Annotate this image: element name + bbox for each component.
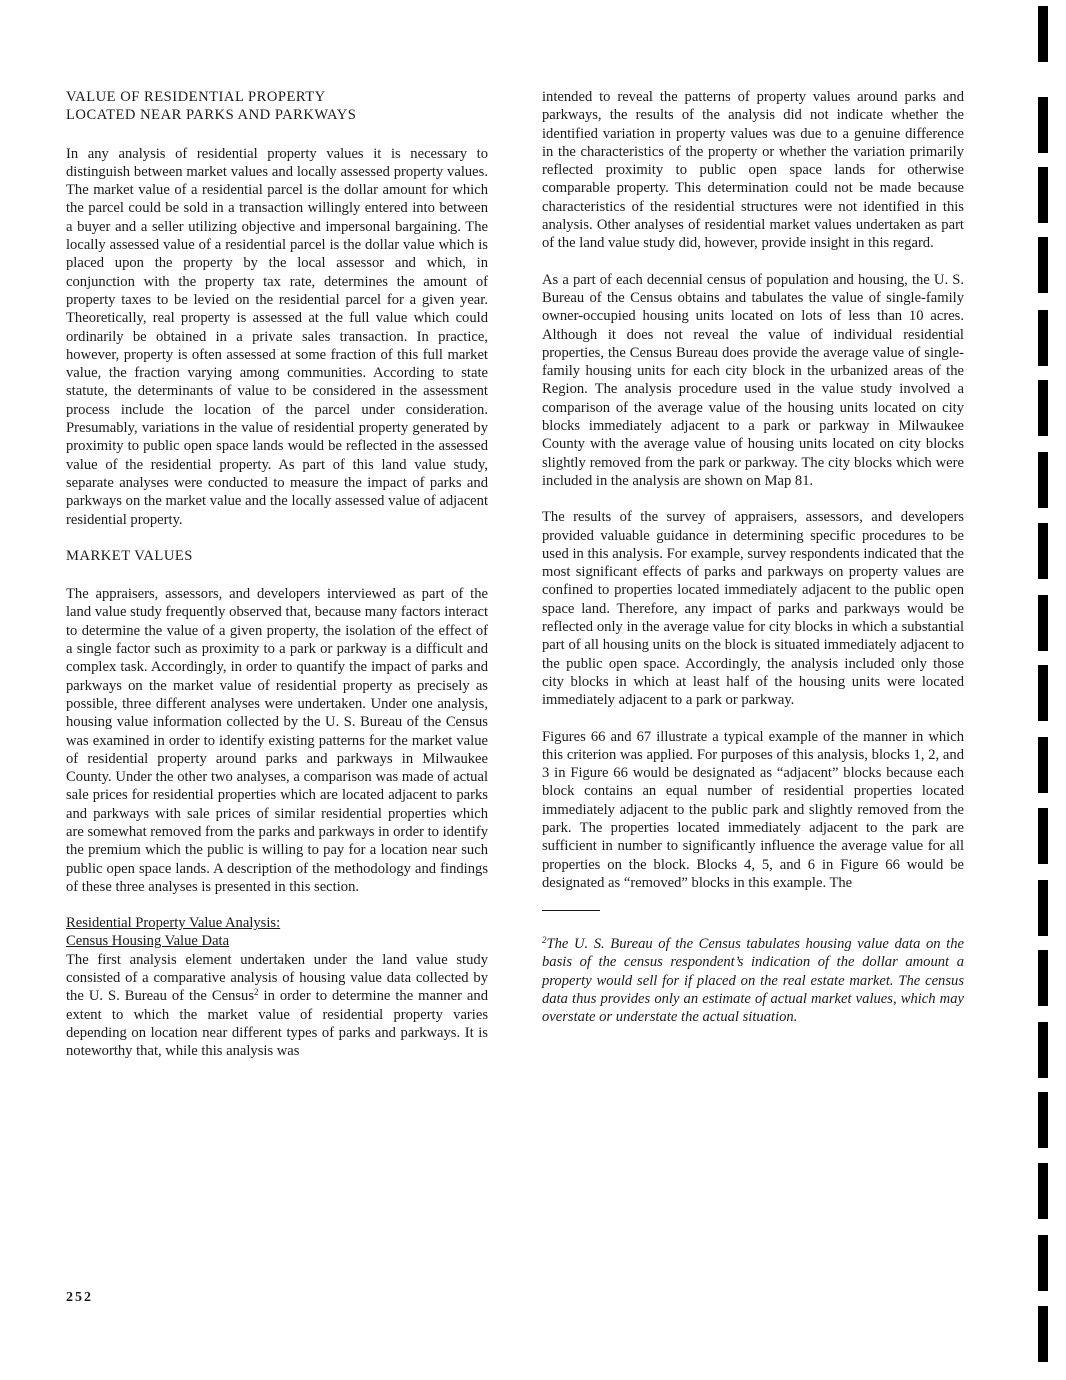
subsection-heading-line1: Residential Property Value Analysis: (66, 915, 281, 932)
census-analysis-paragraph (66, 951, 488, 1061)
timing-mark (1038, 1163, 1048, 1219)
decennial-census-paragraph: As a part of each decennial census of population and housing, the U. S. Bureau of the Census obtains and tabulates the value of single-family owner-occupied housing units located on lots of less than 10 acres. Although it does not reveal the value of individual residential properties, the Census Bureau does provide the average value of single-family housing units for each city block in the urbanized areas of the Region. The analysis procedure used in the value study involved a comparison of the average value of the housing units located on city blocks immediately adjacent to a park or parkway in Milwaukee County with the average value of housing units located on city blocks slightly removed from the park or parkway. The city blocks which were included in the analysis are shown on Map 81. (542, 271, 964, 489)
timing-mark (1038, 808, 1048, 864)
timing-mark (1038, 237, 1048, 293)
intro-paragraph: In any analysis of residential property values it is necessary to distinguish between market values and locally assessed property values. The market value of a residential parcel is the dollar amount for which the parcel could be sold in a transaction willingly entered into between a buyer and a seller utilizing objective and impersonal bargaining. The locally assessed value of a residential parcel is the dollar value which is placed upon the property by the local assessor and which, in conjunction with the property tax rate, determines the amount of property taxes to be levied on the residential parcel for a given year. Theoretically, real property is assessed at the full value which could ordinarily be obtained in a private sales transaction. In practice, however, property is often assessed at some fraction of this full market value, the fraction varying among communities. According to state statute, the determinants of value to be considered in the assessment process include the location of the parcel under consideration. Presumably, variations in the value of residential property generated by proximity to public open space lands would be reflected in the assessed value of the residential property. As part of this land value study, separate analyses were conducted to measure the impact of parks and parkways on the market value and the locally assessed value of adjacent residential property. (66, 145, 488, 528)
census-paragraph-text-1: The first analysis element undertaken under the land value study consisted of a comparative analysis of housing value data collected by the U. S. Bureau of the Census (66, 951, 488, 1005)
timing-mark (1038, 167, 1048, 223)
footnote-marker: 2 (542, 935, 547, 946)
timing-mark (1038, 595, 1048, 651)
figures-paragraph: Figures 66 and 67 illustrate a typical example of the manner in which this criterion was applied. For purposes of this analysis, blocks 1, 2, and 3 in Figure 66 would be designated as “adjacent” blocks because each block contains an equal number of residential properties located immediately adjacent to the public park and slightly removed from the park. The properties located immediately adjacent to the park are sufficient in number to significantly influence the average value for all properties on the block. Blocks 4, 5, and 6 in Figure 66 would be designated as “removed” blocks in this example. The (542, 728, 964, 891)
left-column (66, 88, 488, 1061)
timing-mark (1038, 1022, 1048, 1078)
right-column (542, 88, 964, 1045)
timing-mark (1038, 1235, 1048, 1291)
survey-results-paragraph: The results of the survey of appraisers, assessors, and developers provided valuable guidance in determining specific procedures to be used in this analysis. For example, survey respondents indicated that the most significant effects of parks and parkways on property values are confined to properties located immediately adjacent to the public open space land. Therefore, any impact of parks and parkways would be reflected only in the average value for city blocks in which a substantial part of all housing units on the block is situated immediately adjacent to the public open space. Accordingly, the analysis included only those city blocks in which at least half of the housing units were located immediately adjacent to a park or parkway. (542, 509, 964, 709)
page-number: 252 (66, 1290, 93, 1305)
section-heading (66, 88, 488, 125)
continued-paragraph: intended to reveal the patterns of property values around parks and parkways, the results of the analysis did not indicate whether the identified variation in property values was due to a genuine difference in the characteristics of the property or whether the variation primarily reflected proximity to public open space lands for otherwise comparable property. This determination could not be made because characteristics of the residential structures were not identified in this analysis. Other analyses of residential market values undertaken as part of the land value study did, however, provide insight in this regard. (542, 89, 964, 252)
market-values-heading: MARKET VALUES (66, 547, 193, 564)
timing-mark (1038, 665, 1048, 721)
market-values-paragraph: The appraisers, assessors, and developers interviewed as part of the land value study frequently observed that, because many factors interact to determine the value of a given property, the isolation of the effect of a single factor such as proximity to a park or parkway is a difficult and complex task. Accordingly, in order to quantify the impact of parks and parkways on the market value of residential property as precisely as possible, three different analyses were undertaken. Under one analysis, housing value information collected by the U. S. Bureau of the Census was examined in order to identify existing patterns for the market value of residential property around parks and parkways in Milwaukee County. Under the other two analyses, a comparison was made of actual sale prices for residential properties which are located adjacent to parks and parkways with sale prices of similar residential properties which are somewhat removed from the parks and parkways in order to identify the premium which the public is willing to pay for a location near such public open space lands. A description of the methodology and findings of these three analyses is presented in this section. (66, 586, 488, 895)
section-heading-line2: LOCATED NEAR PARKS AND PARKWAYS (66, 107, 357, 124)
footnote (542, 935, 964, 1026)
subsection-heading (66, 914, 488, 951)
footnote-divider (542, 910, 600, 911)
footnote-reference: 2 (254, 987, 259, 998)
timing-mark (1038, 880, 1048, 936)
section-heading-line1: VALUE OF RESIDENTIAL PROPERTY (66, 89, 326, 105)
timing-mark (1038, 97, 1048, 153)
scan-timing-marks (1034, 0, 1054, 1380)
timing-mark (1038, 737, 1048, 793)
timing-mark (1038, 523, 1048, 579)
subsection-heading-line2: Census Housing Value Data (66, 933, 230, 950)
timing-mark (1038, 1306, 1048, 1362)
timing-mark (1038, 6, 1048, 62)
census-paragraph-text-2: in order to determine the manner and extent to which the market value of residential property varies depending on location near different types of parks and parkways. It is noteworthy that, while this analysis was (66, 988, 489, 1060)
footnote-text: The U. S. Bureau of the Census tabulates housing value data on the basis of the census respondent’s indication of the dollar amount a property would sell for if placed on the real estate market. The census data thus provides only an estimate of actual market values, which may overstate or understate the actual situation. (542, 936, 964, 1026)
timing-mark (1038, 380, 1048, 436)
timing-mark (1038, 310, 1048, 366)
timing-mark (1038, 1092, 1048, 1148)
timing-mark (1038, 950, 1048, 1006)
timing-mark (1038, 452, 1048, 508)
